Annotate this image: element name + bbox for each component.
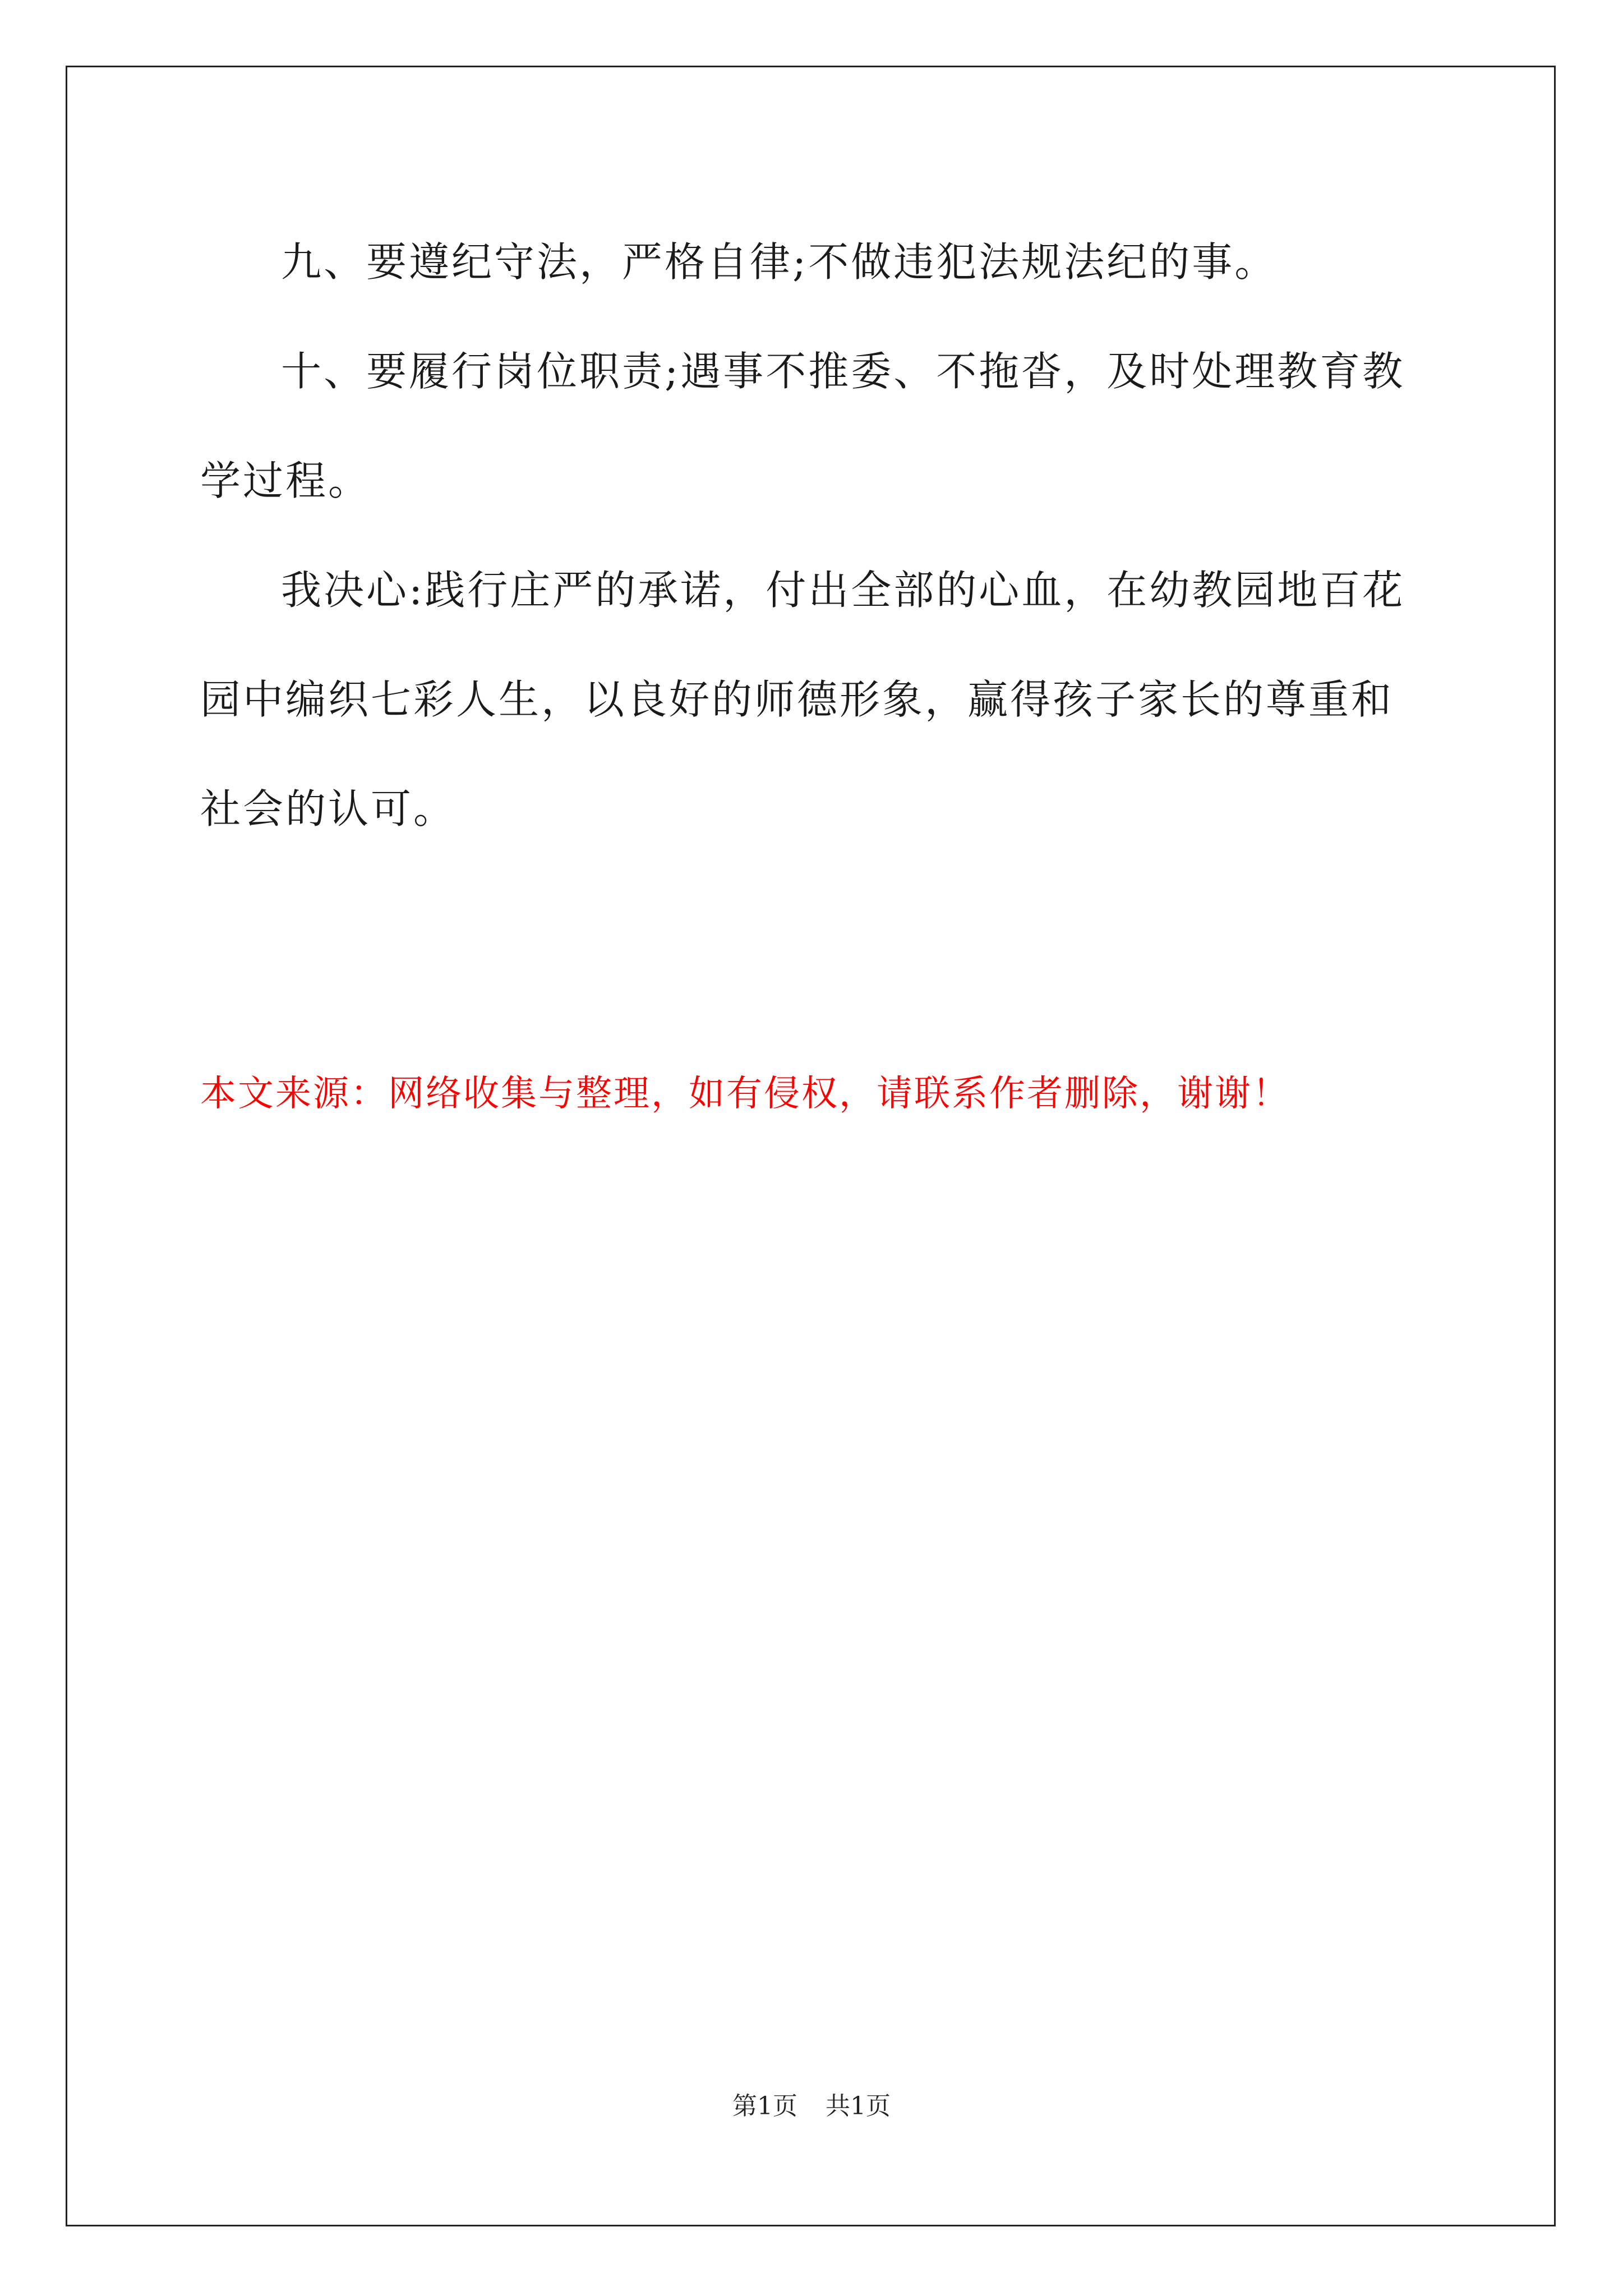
page-number-total: 共1页	[826, 2092, 891, 2120]
page-number-current: 第1页	[732, 2092, 797, 2120]
document-body	[200, 208, 1428, 864]
source-disclaimer: 本文来源：网络收集与整理，如有侵权，请联系作者删除，谢谢！	[200, 1073, 1290, 1115]
page-footer	[0, 2090, 1623, 2123]
paragraph-item-10: 十、要履行岗位职责;遇事不推委、不拖沓，及时处理教育教学过程。	[200, 348, 1405, 504]
paragraph-item-9: 九、要遵纪守法，严格自律;不做违犯法规法纪的事。	[281, 238, 1278, 286]
paragraph-resolution: 我决心:践行庄严的承诺，付出全部的心血，在幼教园地百花园中编织七彩人生，以良好的师德形象，赢得孩子家长的尊重和社会的认可。	[200, 567, 1405, 832]
